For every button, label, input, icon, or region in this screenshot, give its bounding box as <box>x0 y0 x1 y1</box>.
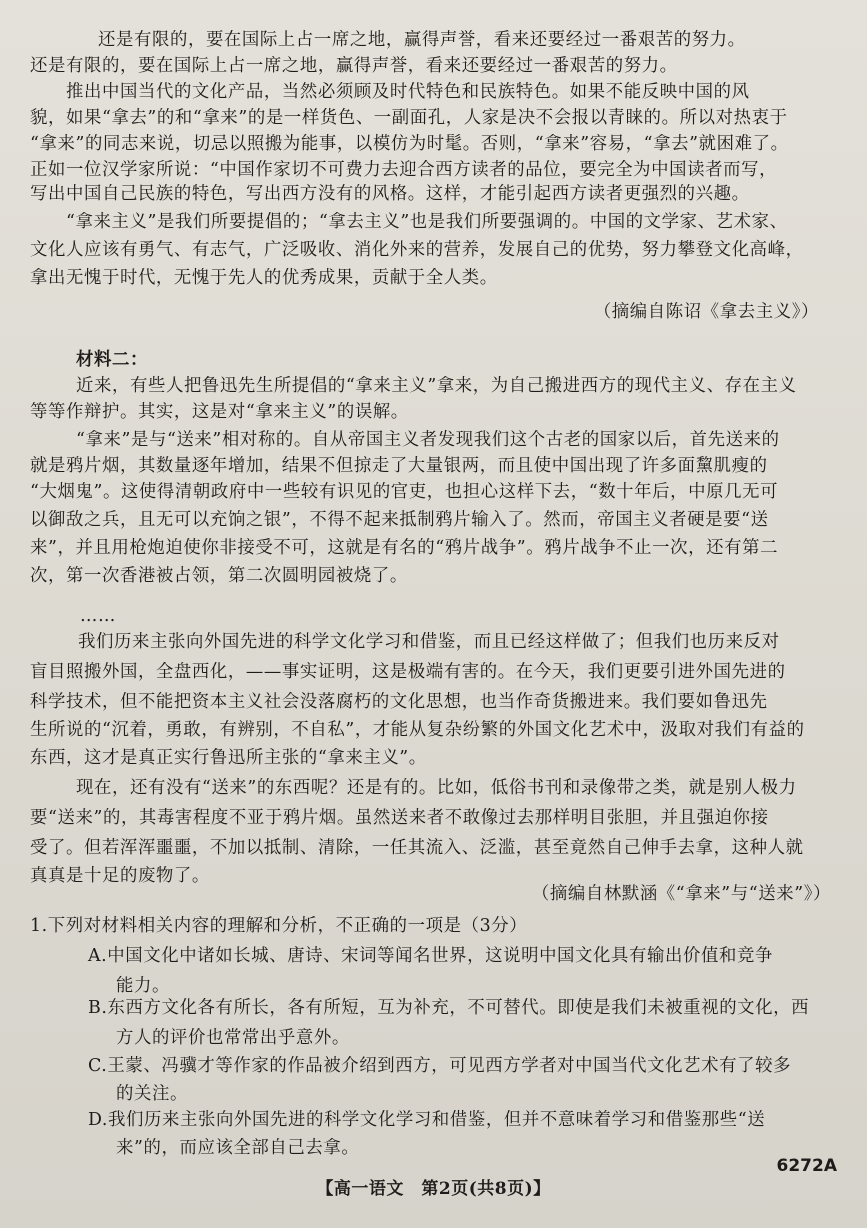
source-citation: （摘编自林默涵《“拿来”与“送来”》） <box>531 884 831 904</box>
source-citation: （摘编自陈诏《拿去主义》） <box>593 302 819 322</box>
text-line: 拿出无愧于时代，无愧于先人的优秀成果，贡献于全人类。 <box>30 268 498 288</box>
text-line: 以御敌之兵，且无可以充饷之银”，不得不起来抵制鸦片输入了。然而，帝国主义者硬是要“送 <box>30 510 769 530</box>
option-line: 的关注。 <box>116 1084 188 1104</box>
option-line: B.东西方文化各有所长，各有所短，互为补充，不可替代。即使是我们未被重视的文化，西 <box>88 998 810 1018</box>
option-line: 方人的评价也常常出乎意外。 <box>116 1028 350 1048</box>
text-line: 貌，如果“拿去”的和“拿来”的是一样货色、一副面孔，人家是决不会报以青睐的。所以对热衷于 <box>30 108 788 128</box>
text-line: “大烟鬼”。这使得清朝政府中一些较有识见的官吏，也担心这样下去，“数十年后，中原几无可 <box>30 482 779 502</box>
option-line: A.中国文化中诸如长城、唐诗、宋词等闻名世界，这说明中国文化具有输出价值和竞争 <box>88 946 773 966</box>
option-line: D.我们历来主张向外国先进的科学文化学习和借鉴，但并不意味着学习和借鉴那些“送 <box>88 1110 766 1130</box>
text-line: “拿来”是与“送来”相对称的。自从帝国主义者发现我们这个古老的国家以后，首先送来的 <box>76 430 780 450</box>
text-line: 等等作辩护。其实，这是对“拿来主义”的误解。 <box>30 402 409 422</box>
section-heading: 材料二： <box>76 350 148 370</box>
text-line: 近来，有些人把鲁迅先生所提倡的“拿来主义”拿来，为自己搬进西方的现代主义、存在主义 <box>76 376 797 396</box>
text-line: 写出中国自己民族的特色，写出西方没有的风格。这样，才能引起西方读者更强烈的兴趣。 <box>30 184 750 204</box>
option-line: 来”的，而应该全部自己去拿。 <box>116 1138 360 1158</box>
text-line: 就是鸦片烟，其数量逐年增加，结果不但掠走了大量银两，而且使中国出现了许多面黧肌瘦的 <box>30 456 768 476</box>
text-line: 受了。但若浑浑噩噩，不加以抵制、清除，一任其流入、泛滥，甚至竟然自己伸手去拿，这种人就 <box>30 838 804 858</box>
text-line: 推出中国当代的文化产品，当然必须顾及时代特色和民族特色。如果不能反映中国的风 <box>66 82 750 102</box>
text-line: 东西，这才是真正实行鲁迅所主张的“拿来主义”。 <box>30 748 427 768</box>
text-line: 正如一位汉学家所说：“中国作家切不可费力去迎合西方读者的品位，要完全为中国读者而写， <box>30 160 778 180</box>
text-line: “拿来主义”是我们所要提倡的；“拿去主义”也是我们所要强调的。中国的文学家、艺术家、 <box>66 212 788 232</box>
text-line: 文化人应该有勇气、有志气，广泛吸收、消化外来的营养，发展自己的优势，努力攀登文化高峰， <box>30 240 804 260</box>
text-line: 来”，并且用枪炮迫使你非接受不可，这就是有名的“鸦片战争”。鸦片战争不止一次，还有第二 <box>30 538 779 558</box>
text-line: 真真是十足的废物了。 <box>30 866 210 886</box>
text-line: 科学技术，但不能把资本主义社会没落腐朽的文化思想，也当作奇货搬进来。我们要如鲁迅先 <box>30 692 768 712</box>
option-line: 能力。 <box>116 976 170 996</box>
text-line: 要“送来”的，其毒害程度不亚于鸦片烟。虽然送来者不敢像过去那样明目张胆，并且强迫你接 <box>30 808 769 828</box>
exam-code: 6272A <box>776 1156 837 1176</box>
text-line: 盲目照搬外国，全盘西化，——事实证明，这是极端有害的。在今天，我们更要引进外国先进的 <box>30 662 786 682</box>
text-line: 生所说的“沉着，勇敢，有辨别，不自私”，才能从复杂纷繁的外国文化艺术中，汲取对我们有益的 <box>30 720 805 740</box>
text-line: 我们历来主张向外国先进的科学文化学习和借鉴，而且已经这样做了；但我们也历来反对 <box>78 632 780 652</box>
text-line: 还是有限的，要在国际上占一席之地，赢得声誉，看来还要经过一番艰苦的努力。 <box>98 30 746 50</box>
text-line: 现在，还有没有“送来”的东西呢？还是有的。比如，低俗书刊和录像带之类，就是别人极力 <box>76 778 797 798</box>
text-line: 还是有限的，要在国际上占一席之地，赢得声誉，看来还要经过一番艰苦的努力。 <box>30 56 678 76</box>
question-stem: 1.下列对材料相关内容的理解和分析，不正确的一项是（3分） <box>30 916 528 936</box>
ellipsis: …… <box>80 606 116 626</box>
page-footer: 【高一语文 第2页(共8页)】 <box>316 1179 551 1199</box>
option-line: C.王蒙、冯骥才等作家的作品被介绍到西方，可见西方学者对中国当代文化艺术有了较多 <box>88 1056 792 1076</box>
text-line: 次，第一次香港被占领，第二次圆明园被烧了。 <box>30 566 408 586</box>
text-line: “拿来”的同志来说，切忌以照搬为能事，以模仿为时髦。否则，“拿来”容易，“拿去”就困难了。 <box>30 134 789 154</box>
